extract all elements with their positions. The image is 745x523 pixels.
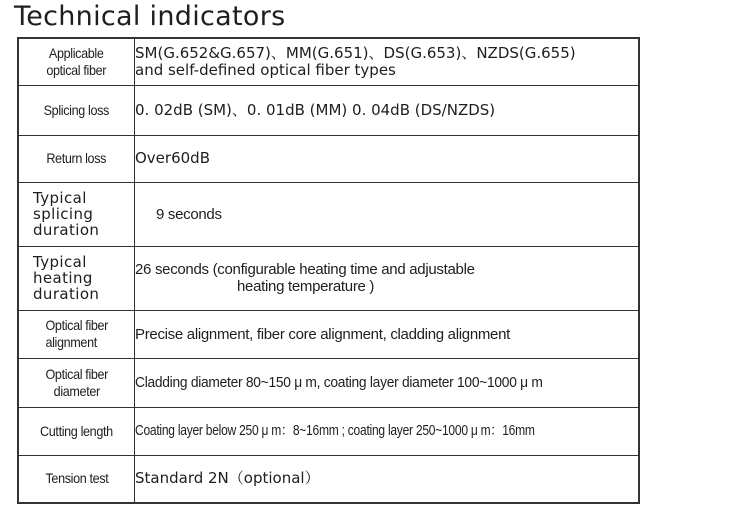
row-label: Tension test <box>18 455 135 503</box>
row-value-line: SM(G.652&G.657)、MM(G.651)、DS(G.653)、NZDS(G.655) <box>135 43 576 62</box>
row-label: Typical splicing duration <box>18 182 135 246</box>
table-row-cutting-length <box>18 407 639 455</box>
table-row-optical-fiber-alignment <box>18 310 639 358</box>
row-label <box>18 38 135 85</box>
row-label: Typical heating duration <box>18 246 135 310</box>
row-value: Over60dB <box>135 135 640 182</box>
row-value-line: 26 seconds (configurable heating time and adjustable <box>135 261 475 278</box>
technical-indicators-table <box>17 37 640 504</box>
row-value: Coating layer below 250 μ m：8~16mm ; coating layer 250~1000 μ m：16mm <box>135 407 640 455</box>
row-value: 9 seconds <box>135 182 640 246</box>
row-value: Cladding diameter 80~150 μ m, coating layer diameter 100~1000 μ m <box>135 358 640 407</box>
row-value-line: and self-defined optical fiber types <box>135 60 396 79</box>
row-value: Standard 2N（optional） <box>135 455 640 503</box>
row-label: Splicing loss <box>18 85 135 135</box>
row-value <box>135 246 640 310</box>
row-value: Precise alignment, fiber core alignment, cladding alignment <box>135 310 640 358</box>
row-label: Optical fiber diameter <box>18 358 135 407</box>
row-value-line: heating temperature ) <box>237 278 375 295</box>
row-value: 0. 02dB (SM)、0. 01dB (MM) 0. 04dB (DS/NZDS) <box>135 85 640 135</box>
table-row-applicable-optical-fiber <box>18 38 639 85</box>
table-row-splicing-loss <box>18 85 639 135</box>
row-value <box>135 38 640 85</box>
row-label: Return loss <box>18 135 135 182</box>
row-label: Cutting length <box>18 407 135 455</box>
row-label-text: Applicable optical fiber <box>46 44 107 78</box>
row-label: Optical fiber alignment <box>18 310 135 358</box>
table-row-optical-fiber-diameter <box>18 358 639 407</box>
page-title: Technical indicators <box>14 1 286 32</box>
table-row-return-loss <box>18 135 639 182</box>
table-row-tension-test <box>18 455 639 503</box>
table-row-typical-splicing-duration <box>18 182 639 246</box>
table-row-typical-heating-duration <box>18 246 639 310</box>
